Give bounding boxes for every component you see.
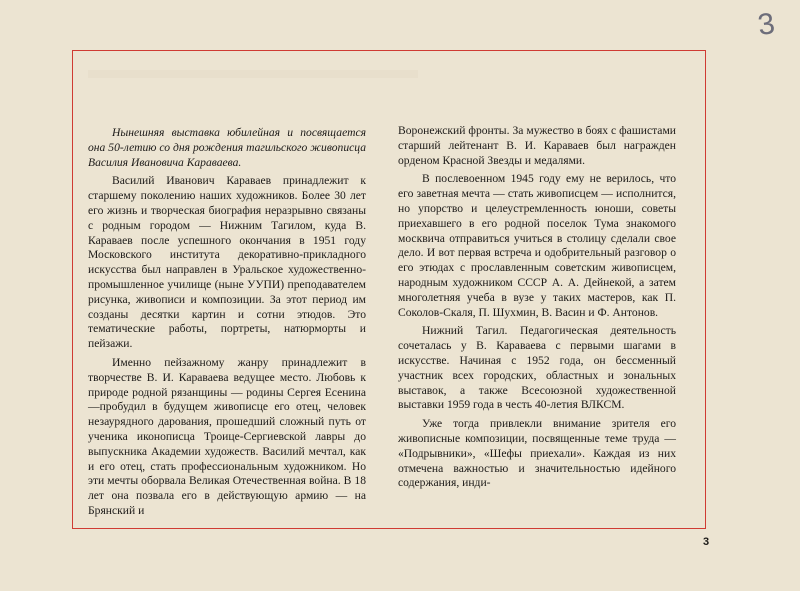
- right-column: [398, 124, 676, 491]
- body-paragraph: Именно пейзажному жанру принадлежит в творчестве В. И. Караваева ведущее место. Любовь к природе родной рязанщины — родины Сергея Есенина—пробудил в будущем живописце его отец, человек незаурядного дарования, прошедший сложный путь от ученика иконописца Троице-Сергиевской лавры до выпускника Академии художеств. Василий мечтал, как и его отец, стать профессиональным художником. Но эти мечты оборвала Великая Отечественная война. В 18 лет она позвала его в действующую армию — на Брянский и: [88, 355, 366, 517]
- left-column: [88, 126, 366, 519]
- body-paragraph-continued: Воронежский фронты. За мужество в боях с фашистами старший лейтенант В. И. Караваев был награжден орденом Красной Звезды и медалями.: [398, 124, 676, 167]
- show-through-text: [88, 70, 418, 78]
- lead-paragraph: Нынешняя выставка юбилейная и посвящается она 50-летию со дня рождения тагильского живописца Василия Ивановича Караваева.: [88, 126, 366, 169]
- handwritten-page-mark: 3: [755, 7, 777, 43]
- page-number: 3: [703, 536, 710, 548]
- body-paragraph: Василий Иванович Караваев принадлежит к старшему поколению наших художников. Более 30 лет его жизнь и творческая биография неразрывно связаны с родным городом — Нижним Тагилом, куда В. Караваев после успешного окончания в 1951 году Московского института декоративно-прикладного искусства был направлен в Уральское художественно-промышленное училище (ныне УУПИ) преподавателем рисунка, живописи и композиции. За этот период им созданы десятки картин и сотни этюдов. Это тематические работы, портреты, натюрморты и пейзажи.: [88, 174, 366, 351]
- body-paragraph: Уже тогда привлекли внимание зрителя его живописные композиции, посвященные теме труда — «Подрывники», «Шефы приехали». Каждая из них отмечена важностью и значительностью идейного содержания, инди-: [398, 417, 676, 490]
- body-paragraph: Нижний Тагил. Педагогическая деятельность сочеталась у В. Караваева с первыми шагами в искусстве. Начиная с 1952 года, он бессменный участник всех городских, областных и зональных выставок, а также Всесоюзной художественной выставки 1959 года в честь 40-летия ВЛКСМ.: [398, 324, 676, 412]
- body-paragraph: В послевоенном 1945 году ему не верилось, что его заветная мечта — стать живописцем — исполнится, но упорство и целеустремленность юноши, советы приехавшего в его родной поселок Тума знакомого москвича отправиться учиться в столицу сделали свое дело. И вот первая встреча и одобрительный разговор о его этюдах с прославленным советским живописцем, народным художником СССР А. А. Дейнекой, а затем многолетняя учеба в вузе у таких мастеров, как П. Соколов-Скаля, П. Шухмин, В. Васин и Ф. Антонов.: [398, 172, 676, 319]
